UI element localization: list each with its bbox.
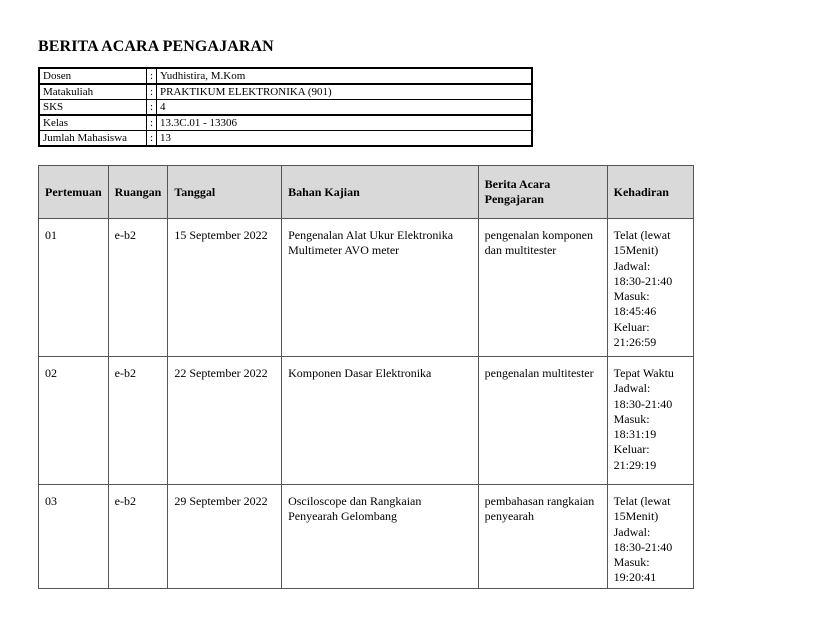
info-separator: : — [147, 84, 157, 100]
info-row-sks — [39, 100, 532, 116]
kehadiran-line: 18:30-21:40 — [613, 396, 673, 411]
info-label: Jumlah Mahasiswa — [39, 131, 147, 147]
kehadiran-status: Tepat Waktu — [613, 366, 674, 380]
cell-pertemuan: 01 — [39, 219, 109, 357]
info-value: 13 — [157, 131, 533, 147]
kehadiran-line: Jadwal: — [613, 381, 651, 396]
table-header-row — [39, 166, 694, 219]
kehadiran-line: 19:20:41 — [613, 570, 657, 585]
attendance-table — [38, 165, 694, 589]
info-value: 4 — [157, 100, 533, 116]
table-row — [39, 219, 694, 357]
cell-pertemuan: 02 — [39, 357, 109, 485]
info-row-jumlah-mahasiswa — [39, 131, 532, 147]
info-label: SKS — [39, 100, 147, 116]
info-row-matakuliah — [39, 84, 532, 100]
info-separator: : — [147, 131, 157, 147]
info-label: Matakuliah — [39, 84, 147, 100]
info-label: Dosen — [39, 68, 147, 84]
header-berita-acara: Berita Acara Pengajaran — [478, 166, 607, 219]
header-bahan-kajian: Bahan Kajian — [282, 166, 479, 219]
kehadiran-line: Masuk: — [613, 289, 650, 304]
cell-ruangan: e-b2 — [108, 485, 168, 589]
kehadiran-line: 18:31:19 — [613, 427, 657, 442]
info-label: Kelas — [39, 115, 147, 131]
cell-bahan-kajian: Komponen Dasar Elektronika — [282, 357, 479, 485]
info-separator: : — [147, 100, 157, 116]
kehadiran-status: Telat (lewat 15Menit) — [613, 228, 671, 258]
cell-berita-acara: pengenalan multitester — [478, 357, 607, 485]
kehadiran-line: 18:30-21:40 — [613, 273, 673, 288]
kehadiran-line: 21:29:19 — [613, 457, 657, 472]
info-table — [38, 67, 533, 147]
kehadiran-line: 21:26:59 — [613, 335, 657, 350]
cell-ruangan: e-b2 — [108, 357, 168, 485]
cell-pertemuan: 03 — [39, 485, 109, 589]
info-value: Yudhistira, M.Kom — [157, 68, 533, 84]
info-value: 13.3C.01 - 13306 — [157, 115, 533, 131]
cell-kehadiran — [607, 357, 693, 485]
cell-bahan-kajian: Pengenalan Alat Ukur Elektronika Multimeter AVO meter — [282, 219, 479, 357]
document-title: BERITA ACARA PENGAJARAN — [38, 38, 274, 55]
info-row-dosen — [39, 68, 532, 84]
cell-kehadiran — [607, 485, 693, 589]
cell-berita-acara: pembahasan rangkaian penyearah — [478, 485, 607, 589]
kehadiran-line: 18:45:46 — [613, 304, 657, 319]
kehadiran-status: Telat (lewat 15Menit) — [613, 494, 671, 524]
info-separator: : — [147, 68, 157, 84]
cell-tanggal: 22 September 2022 — [168, 357, 282, 485]
cell-tanggal: 29 September 2022 — [168, 485, 282, 589]
cell-bahan-kajian: Osciloscope dan Rangkaian Penyearah Gelombang — [282, 485, 479, 589]
kehadiran-line: Keluar: — [613, 442, 650, 457]
cell-kehadiran — [607, 219, 693, 357]
kehadiran-line: Jadwal: — [613, 258, 651, 273]
cell-tanggal: 15 September 2022 — [168, 219, 282, 357]
table-row — [39, 485, 694, 589]
info-separator: : — [147, 115, 157, 131]
header-ruangan: Ruangan — [108, 166, 168, 219]
header-pertemuan: Pertemuan — [39, 166, 109, 219]
kehadiran-line: Masuk: — [613, 411, 650, 426]
header-tanggal: Tanggal — [168, 166, 282, 219]
info-value: PRAKTIKUM ELEKTRONIKA (901) — [157, 84, 533, 100]
table-row — [39, 357, 694, 485]
kehadiran-line: 18:30-21:40 — [613, 539, 673, 554]
cell-berita-acara: pengenalan komponen dan multitester — [478, 219, 607, 357]
info-row-kelas — [39, 115, 532, 131]
cell-ruangan: e-b2 — [108, 219, 168, 357]
kehadiran-line: Jadwal: — [613, 524, 651, 539]
header-kehadiran: Kehadiran — [607, 166, 693, 219]
kehadiran-line: Masuk: — [613, 555, 650, 570]
kehadiran-line: Keluar: — [613, 319, 650, 334]
